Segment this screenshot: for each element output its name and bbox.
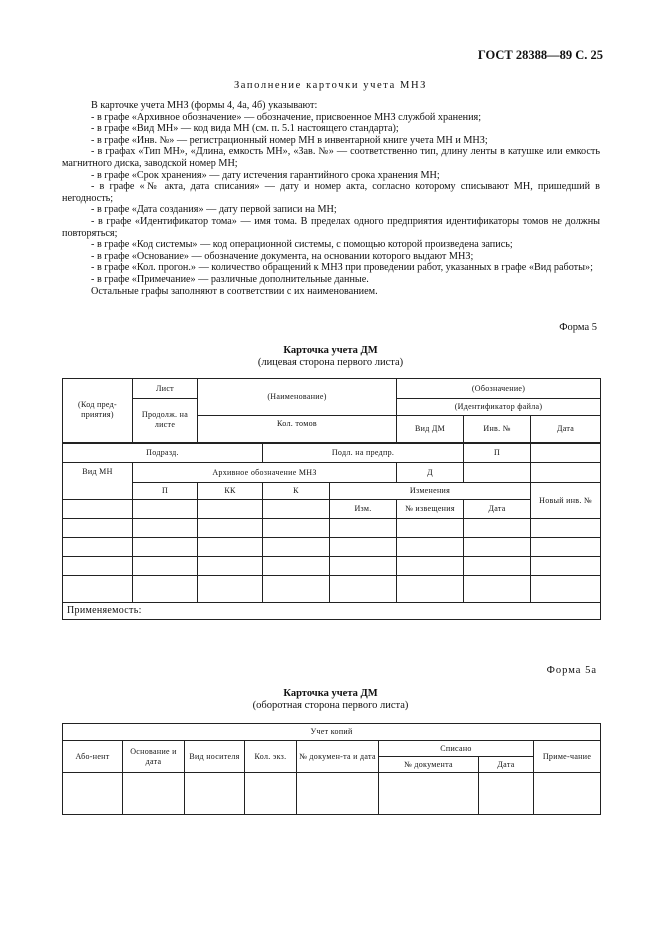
empty-cell bbox=[479, 773, 534, 815]
empty-cell bbox=[263, 576, 330, 603]
empty-cell bbox=[464, 463, 531, 483]
form-5-title: Карточка учета ДМ bbox=[283, 345, 378, 356]
empty-cell bbox=[185, 773, 245, 815]
empty-cell bbox=[63, 538, 133, 557]
dm-type-cell: Вид ДМ bbox=[397, 416, 464, 443]
sheet-cell: Лист bbox=[133, 379, 198, 399]
form-5a-table bbox=[62, 723, 601, 815]
body-text bbox=[62, 100, 600, 297]
inventory-no-cell: Инв. № bbox=[464, 416, 531, 443]
empty-cell bbox=[133, 500, 198, 519]
empty-cell bbox=[63, 576, 133, 603]
written-off-cell: Списано bbox=[379, 741, 534, 757]
empty-cell bbox=[531, 538, 601, 557]
empty-cell bbox=[63, 557, 133, 576]
empty-cell bbox=[63, 519, 133, 538]
empty-cell bbox=[330, 557, 397, 576]
k-cell: К bbox=[263, 483, 330, 500]
section-title: Заполнение карточки учета МНЗ bbox=[233, 80, 428, 91]
empty-cell bbox=[534, 773, 601, 815]
paragraph: - в графе «Вид МН» — код вида МН (см. п. 5.1 настоящего стандарта); bbox=[91, 123, 399, 135]
empty-cell bbox=[397, 538, 464, 557]
empty-cell bbox=[263, 557, 330, 576]
volume-count-cell: Кол. томов bbox=[198, 416, 397, 443]
paragraph: - в графе «№ акта, дата списания» — дату и номер акта, согласно которому списывают МН, пришедший в негодность; bbox=[62, 181, 600, 204]
empty-cell bbox=[464, 576, 531, 603]
company-code-cell: (Код пред-приятия) bbox=[63, 379, 133, 443]
name-cell: (Наименование) bbox=[198, 379, 397, 416]
form-5a-title: Карточка учета ДМ bbox=[283, 688, 378, 699]
carrier-type-cell: Вид носителя bbox=[185, 741, 245, 773]
paragraph: - в графе «Срок хранения» — дату истечения гарантийного срока хранения МН; bbox=[91, 169, 440, 181]
kk-cell: КК bbox=[198, 483, 263, 500]
continued-sheet-cell: Продолж. на листе bbox=[133, 399, 198, 443]
form-5-subtitle: (лицевая сторона первого листа) bbox=[257, 357, 404, 368]
archive-designation-cell: Архивное обозначение МНЗ bbox=[133, 463, 397, 483]
empty-cell bbox=[464, 538, 531, 557]
change-no-cell: Изм. bbox=[330, 500, 397, 519]
writeoff-document-no-cell: № документа bbox=[379, 757, 479, 773]
document-no-date-cell: № докумен-та и дата bbox=[297, 741, 379, 773]
new-inventory-cell: Новый инв. № bbox=[531, 483, 601, 519]
copy-accounting-cell: Учет копий bbox=[63, 724, 601, 741]
empty-cell bbox=[531, 576, 601, 603]
original-cell: Подл. на предпр. bbox=[263, 443, 464, 463]
paragraph: - в графе «Архивное обозначение» — обозначение, присвоенное МНЗ службой хранения; bbox=[91, 111, 482, 123]
empty-cell bbox=[123, 773, 185, 815]
paragraph: - в графе «Дата создания» — дату первой записи на МН; bbox=[91, 204, 337, 216]
empty-cell bbox=[133, 538, 198, 557]
empty-cell bbox=[397, 576, 464, 603]
paragraph: - в графе «Инв. №» — регистрационный номер МН в инвентарной книге учета МН и МНЗ; bbox=[91, 134, 488, 146]
empty-cell bbox=[198, 576, 263, 603]
designation-cell: (Обозначение) bbox=[397, 379, 601, 399]
empty-cell bbox=[297, 773, 379, 815]
paragraph: - в графе «Примечание» — различные дополнительные данные. bbox=[91, 273, 369, 285]
copies-count-cell: Кол. экз. bbox=[245, 741, 297, 773]
p2-cell: П bbox=[133, 483, 198, 500]
file-id-cell: (Идентификатор файла) bbox=[397, 399, 601, 416]
empty-cell bbox=[379, 773, 479, 815]
department-cell: Подразд. bbox=[63, 443, 263, 463]
empty-cell bbox=[464, 557, 531, 576]
empty-cell bbox=[63, 500, 133, 519]
empty-cell bbox=[263, 538, 330, 557]
empty-cell bbox=[63, 773, 123, 815]
empty-cell bbox=[198, 538, 263, 557]
p-cell: П bbox=[464, 443, 531, 463]
form-5-table bbox=[62, 378, 601, 620]
date-cell: Дата bbox=[531, 416, 601, 443]
empty-cell bbox=[531, 443, 601, 463]
paragraph: - в графе «Идентификатор тома» — имя тома. В пределах одного предприятия идентификаторы томов не должны повторяться; bbox=[62, 215, 600, 239]
paragraph: В карточке учета МНЗ (формы 4, 4а, 4б) указывают: bbox=[91, 100, 318, 111]
paragraph: - в графе «Основание» — обозначение документа, на основании которого выдают МНЗ; bbox=[91, 250, 474, 262]
form-5a-label: Форма 5а bbox=[546, 665, 597, 676]
empty-cell bbox=[330, 538, 397, 557]
changes-cell: Изменения bbox=[330, 483, 531, 500]
mn-type-cell: Вид МН bbox=[63, 463, 133, 500]
applicability-cell: Применяемость: bbox=[63, 603, 601, 620]
basis-date-cell: Основание и дата bbox=[123, 741, 185, 773]
empty-cell bbox=[133, 576, 198, 603]
empty-cell bbox=[245, 773, 297, 815]
empty-cell bbox=[531, 463, 601, 483]
notice-no-cell: № извещения bbox=[397, 500, 464, 519]
page-header: ГОСТ 28388—89 С. 25 bbox=[477, 48, 603, 62]
empty-cell bbox=[464, 519, 531, 538]
empty-cell bbox=[263, 500, 330, 519]
paragraph: - в графе «Кол. прогон.» — количество обращений к МНЗ при проведении работ, указанных в графе «Вид работы»; bbox=[91, 262, 593, 274]
form-5a-subtitle: (оборотная сторона первого листа) bbox=[252, 700, 409, 711]
empty-cell bbox=[263, 519, 330, 538]
paragraph: - в графе «Код системы» — код операционной системы, с помощью которой произведена запись; bbox=[91, 239, 513, 251]
empty-cell bbox=[397, 557, 464, 576]
d-cell: Д bbox=[397, 463, 464, 483]
empty-cell bbox=[133, 519, 198, 538]
note-cell: Приме-чание bbox=[534, 741, 601, 773]
empty-cell bbox=[198, 519, 263, 538]
empty-cell bbox=[330, 519, 397, 538]
empty-cell bbox=[133, 557, 198, 576]
paragraph: - в графах «Тип МН», «Длина, емкость МН», «Зав. №» — соответственно тип, длину ленты в катушке или емкость магнитного диска, заводской номер МН; bbox=[62, 146, 600, 169]
change-date-cell: Дата bbox=[464, 500, 531, 519]
empty-cell bbox=[397, 519, 464, 538]
empty-cell bbox=[198, 500, 263, 519]
writeoff-date-cell: Дата bbox=[479, 757, 534, 773]
empty-cell bbox=[330, 576, 397, 603]
form-5-label: Форма 5 bbox=[559, 322, 597, 333]
paragraph: Остальные графы заполняют в соответствии с их наименованием. bbox=[91, 285, 378, 297]
subscriber-cell: Або-нент bbox=[63, 741, 123, 773]
empty-cell bbox=[198, 557, 263, 576]
empty-cell bbox=[531, 519, 601, 538]
empty-cell bbox=[531, 557, 601, 576]
